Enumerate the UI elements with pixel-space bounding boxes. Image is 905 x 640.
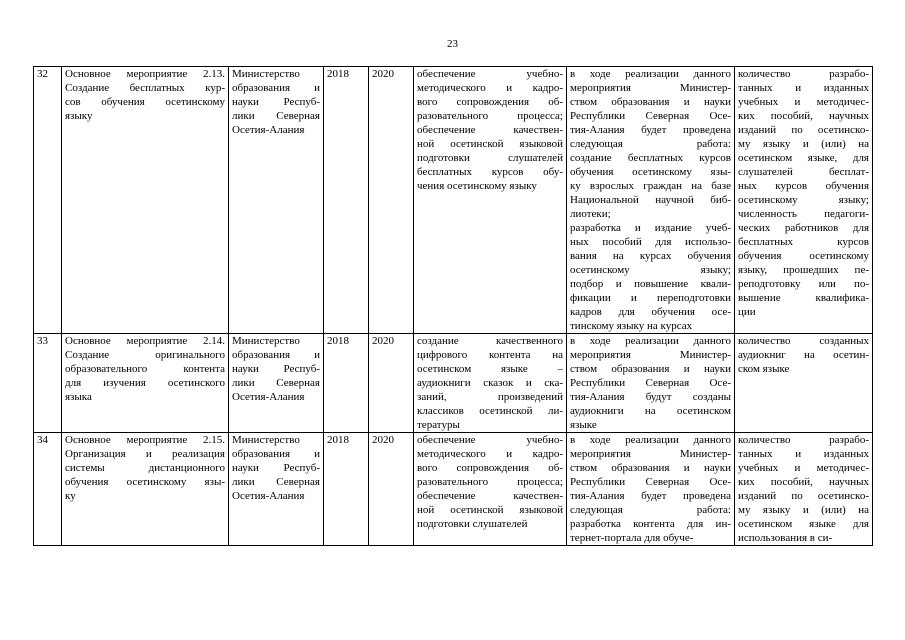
indicator-line: количество разрабо- — [738, 434, 869, 446]
executor-line: лики Северная — [232, 476, 320, 488]
event-name-line: языка — [65, 391, 92, 403]
event-content — [414, 67, 567, 334]
expected-result-line: аудиокниги на осетинском — [570, 405, 731, 417]
indicator-line: использования в си- — [738, 532, 833, 544]
executor-line: науки Респуб- — [232, 363, 320, 375]
event-name-line: обучения осетинскому язы- — [65, 476, 225, 488]
indicator-line: изданий по осетинско- — [738, 490, 869, 502]
event-content-line: обеспечение учебно- — [417, 434, 563, 446]
event-content-line: классиков осетинской ли- — [417, 405, 563, 417]
event-content-line: осетинском языке – — [417, 363, 563, 375]
table-row — [34, 67, 873, 334]
expected-result — [567, 433, 735, 546]
executor-line: науки Респуб- — [232, 462, 320, 474]
expected-result-line: следующая работа: — [570, 138, 731, 150]
event-name-line: Создание оригинального — [65, 349, 225, 361]
executor-line: Министерство — [232, 68, 300, 80]
event-content-line: заний, произведений — [417, 391, 563, 403]
expected-result-line: тия-Алания будет проведена — [570, 490, 731, 502]
expected-result-line: тия-Алания будут созданы — [570, 391, 731, 403]
event-content-line: обеспечение качествен- — [417, 124, 563, 136]
indicator — [735, 334, 873, 433]
event-content-line: вого сопровождения об- — [417, 462, 563, 474]
event-content — [414, 334, 567, 433]
year-end: 2020 — [369, 334, 414, 433]
event-content-line: аудиокниги сказок и ска- — [417, 377, 563, 389]
expected-result-line: языке — [570, 419, 597, 431]
indicator-line: му языку и (или) на — [738, 138, 869, 150]
expected-result-line: в ходе реализации данного — [570, 335, 731, 347]
expected-result — [567, 67, 735, 334]
row-number: 32 — [34, 67, 62, 334]
event-content-line: методического и кадро- — [417, 82, 563, 94]
indicator-line: бесплатных курсов — [738, 236, 869, 248]
measures-table — [33, 66, 873, 546]
event-content-line: подготовки слушателей — [417, 518, 528, 530]
expected-result-line: ством образования и науки — [570, 363, 731, 375]
expected-result-line: ку взрослых граждан на базе — [570, 180, 731, 192]
year-start: 2018 — [324, 67, 369, 334]
event-content-line: ной осетинской языковой — [417, 138, 563, 150]
indicator-line: языку, прошедших пе- — [738, 264, 869, 276]
event-content-line: методического и кадро- — [417, 448, 563, 460]
expected-result-line: тия-Алания будет проведена — [570, 124, 731, 136]
year-end: 2020 — [369, 433, 414, 546]
executor-line: Министерство — [232, 434, 300, 446]
table-row — [34, 433, 873, 546]
indicator-line: ных курсов обучения — [738, 180, 869, 192]
indicator-line: танных и изданных — [738, 448, 869, 460]
executor-line: Осетия-Алания — [232, 124, 305, 136]
event-content-line: создание качественного — [417, 335, 563, 347]
event-content-line: бесплатных курсов обу- — [417, 166, 563, 178]
indicator-line: вышение квалифика- — [738, 292, 869, 304]
expected-result-line: мероприятия Министер- — [570, 82, 731, 94]
event-name-line: Основное мероприятие 2.15. — [65, 434, 225, 446]
event-name — [62, 67, 229, 334]
event-name-line: сов обучения осетинскому — [65, 96, 225, 108]
expected-result-line: Республики Северная Осе- — [570, 110, 731, 122]
event-content-line: чения осетинскому языку — [417, 180, 537, 192]
indicator-line: количество созданных — [738, 335, 869, 347]
indicator-line: аудиокниг на осетин- — [738, 349, 869, 361]
indicator — [735, 67, 873, 334]
row-number: 33 — [34, 334, 62, 433]
expected-result-line: разработка контента для ин- — [570, 518, 731, 530]
executor — [229, 67, 324, 334]
event-name-line: ку — [65, 490, 76, 502]
page-number: 23 — [447, 38, 458, 50]
executor-line: лики Северная — [232, 377, 320, 389]
year-start: 2018 — [324, 433, 369, 546]
event-name-line: Организация и реализация — [65, 448, 225, 460]
indicator-line: осетинском языке, для — [738, 152, 869, 164]
expected-result-line: мероприятия Министер- — [570, 349, 731, 361]
executor-line: лики Северная — [232, 110, 320, 122]
event-content-line: разовательного процесса; — [417, 110, 563, 122]
expected-result-line: ством образования и науки — [570, 462, 731, 474]
expected-result-line: в ходе реализации данного — [570, 434, 731, 446]
event-content-line: подготовки слушателей — [417, 152, 563, 164]
executor-line: образования и — [232, 349, 320, 361]
executor-line: науки Респуб- — [232, 96, 320, 108]
row-number: 34 — [34, 433, 62, 546]
executor-line: Министерство — [232, 335, 300, 347]
expected-result-line: разработка и издание учеб- — [570, 222, 731, 234]
expected-result-line: следующая работа: — [570, 504, 731, 516]
indicator-line: ческих работников для — [738, 222, 869, 234]
indicator-line: изданий по осетинско- — [738, 124, 869, 136]
indicator-line: ции — [738, 306, 756, 318]
executor-line: Осетия-Алания — [232, 490, 305, 502]
expected-result-line: кадров для обучения осе- — [570, 306, 731, 318]
expected-result-line: обучения осетинскому язы- — [570, 166, 731, 178]
event-content — [414, 433, 567, 546]
executor-line: Осетия-Алания — [232, 391, 305, 403]
indicator-line: ких пособий, научных — [738, 476, 869, 488]
indicator-line: обучения осетинскому — [738, 250, 869, 262]
expected-result-line: Республики Северная Осе- — [570, 476, 731, 488]
year-start: 2018 — [324, 334, 369, 433]
indicator-line: реподготовку или по- — [738, 278, 869, 290]
event-name-line: Основное мероприятие 2.13. — [65, 68, 225, 80]
expected-result — [567, 334, 735, 433]
table-row — [34, 334, 873, 433]
expected-result-line: ством образования и науки — [570, 96, 731, 108]
expected-result-line: мероприятия Министер- — [570, 448, 731, 460]
year-end: 2020 — [369, 67, 414, 334]
event-name-line: образовательного контента — [65, 363, 225, 375]
event-content-line: обеспечение учебно- — [417, 68, 563, 80]
expected-result-line: фикации и переподготовки — [570, 292, 731, 304]
executor-line: образования и — [232, 82, 320, 94]
event-name-line: Основное мероприятие 2.14. — [65, 335, 225, 347]
event-name — [62, 433, 229, 546]
indicator-line: учебных и методичес- — [738, 462, 869, 474]
expected-result-line: в ходе реализации данного — [570, 68, 731, 80]
indicator-line: численность педагоги- — [738, 208, 869, 220]
indicator-line: му языку и (или) на — [738, 504, 869, 516]
indicator-line: танных и изданных — [738, 82, 869, 94]
event-content-line: ной осетинской языковой — [417, 504, 563, 516]
executor — [229, 433, 324, 546]
event-name-line: системы дистанционного — [65, 462, 225, 474]
event-name-line: для изучения осетинского — [65, 377, 225, 389]
indicator-line: ких пособий, научных — [738, 110, 869, 122]
expected-result-line: ных пособий для использо- — [570, 236, 731, 248]
indicator-line: ском языке — [738, 363, 790, 375]
event-name — [62, 334, 229, 433]
indicator-line: количество разрабо- — [738, 68, 869, 80]
expected-result-line: Республики Северная Осе- — [570, 377, 731, 389]
indicator-line: учебных и методичес- — [738, 96, 869, 108]
indicator-line: осетинскому языку; — [738, 194, 869, 206]
event-name-line: языку — [65, 110, 93, 122]
expected-result-line: осетинскому языку; — [570, 264, 731, 276]
event-content-line: цифрового контента на — [417, 349, 563, 361]
executor — [229, 334, 324, 433]
expected-result-line: подбор и повышение квали- — [570, 278, 731, 290]
expected-result-line: Национальной научной биб- — [570, 194, 731, 206]
event-content-line: разовательного процесса; — [417, 476, 563, 488]
event-content-line: вого сопровождения об- — [417, 96, 563, 108]
expected-result-line: тинскому языку на курсах — [570, 320, 693, 332]
event-content-line: обеспечение качествен- — [417, 490, 563, 502]
indicator-line: осетинском языке для — [738, 518, 869, 530]
expected-result-line: создание бесплатных курсов — [570, 152, 731, 164]
executor-line: образования и — [232, 448, 320, 460]
expected-result-line: тернет-портала для обуче- — [570, 532, 694, 544]
expected-result-line: вания на курсах обучения — [570, 250, 731, 262]
event-content-line: тературы — [417, 419, 460, 431]
expected-result-line: лиотеки; — [570, 208, 611, 220]
indicator-line: слушателей бесплат- — [738, 166, 869, 178]
event-name-line: Создание бесплатных кур- — [65, 82, 225, 94]
indicator — [735, 433, 873, 546]
